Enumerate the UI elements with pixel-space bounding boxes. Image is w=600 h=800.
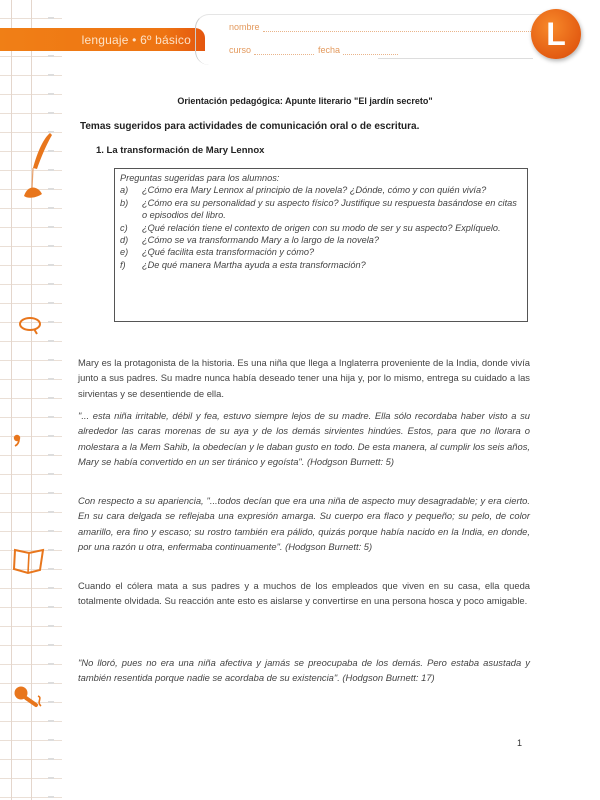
question-letter: f): [120, 259, 126, 270]
subject-band: [0, 28, 205, 51]
badge-letter: L: [546, 15, 566, 52]
speech-bubble-icon: [17, 315, 43, 335]
question-text: ¿Cómo era Mary Lennox al principio de la novela? ¿Dónde, cómo y con quién vivía?: [142, 185, 487, 196]
name-field[interactable]: [229, 22, 553, 32]
form-divider: [378, 58, 533, 59]
question-item: [120, 222, 522, 234]
question-text: ¿Cómo se va transformando Mary a lo largo de la novela?: [142, 235, 379, 246]
date-line[interactable]: [343, 46, 398, 55]
question-text: ¿Cómo era su personalidad y su aspecto físico? Justifique su respuesta basándose en citas o episodios del libro.: [142, 197, 517, 221]
paragraph-cholera: Cuando el cólera mata a sus padres y a muchos de los empleados que viven en su casa, ella queda totalmente olvidada. Su reacción ante esto es aislarse y convertirse en una persona hosca y poco amigable.: [78, 580, 530, 607]
questions-intro: Preguntas sugeridas para los alumnos:: [120, 173, 280, 183]
open-book-icon: [12, 545, 46, 575]
question-text: ¿Qué facilita esta transformación y cómo?: [142, 247, 315, 258]
name-label: nombre: [229, 22, 260, 32]
date-label: fecha: [318, 45, 341, 55]
course-field[interactable]: [229, 45, 314, 55]
question-item: [120, 246, 522, 258]
question-letter: d): [120, 235, 129, 246]
question-item: [120, 184, 522, 196]
question-letter: a): [120, 185, 129, 196]
quote-abandonment: "No lloró, pues no era una niña afectiva y jamás se preocupaba de los demás. Pero estaba asustada y también resentida porque nadie se acordaba de su existencia". (Hodgson Burnett: 17): [78, 657, 530, 684]
question-letter: c): [120, 222, 128, 233]
grid-dots: [48, 0, 54, 800]
course-line[interactable]: [254, 46, 314, 55]
section-heading: Temas sugeridos para actividades de comunicación oral o de escritura.: [80, 121, 420, 132]
paragraph-intro: Mary es la protagonista de la historia. Es una niña que llega a Inglaterra proveniente de la India, donde vivía junto a sus padres. Su madre nunca había deseado tener una hija y, por lo mismo, entrega su cuidado a las sirvientas y se desentiende de ella.: [78, 357, 530, 399]
questions-box: [114, 168, 528, 322]
question-item: [120, 234, 522, 246]
quote-personality: "... esta niña irritable, débil y fea, estuvo siempre lejos de su madre. Ella sólo recordaba haber visto a su alrededor las caras morenas de su aya y de los demás sirvientes hindúes. Estos, para que no llorara o molestara a la Mem Sahib, la obedecían y le daban gusto en todo. De esta manera, al cumplir los seis años, Mary se había convertido en un ser tiránico y egoísta". (Hodgson Burnett: 5): [78, 410, 530, 467]
magnifier-icon: [12, 684, 46, 712]
subject-label: lenguaje • 6º básico: [81, 32, 191, 47]
pen-nib-icon: [18, 128, 54, 206]
comma-icon: [12, 434, 24, 448]
date-field[interactable]: [318, 45, 398, 55]
name-line[interactable]: [263, 23, 553, 32]
page-number: 1: [517, 738, 523, 748]
question-letter: e): [120, 247, 129, 258]
course-label: curso: [229, 45, 252, 55]
quote-appearance: Con respecto a su apariencia, "...todos decían que era una niña de aspecto muy desagradable; y era cierto. En su cara delgada se reflejaba una expresión amarga. Su cuerpo era flaco y pequeño; su pelo, de color amarillo, era fino y escaso; su rostro también era pálido, quizás porque había nacido en la India, en donde, por una razón u otra, enfermaba continuamente". (Hodgson Burnett: 5): [78, 495, 530, 552]
document-title: Orientación pedagógica: Apunte literario "El jardín secreto": [177, 96, 433, 106]
question-text: ¿De qué manera Martha ayuda a esta transformación?: [142, 259, 366, 270]
question-letter: b): [120, 197, 129, 208]
subheading: 1. La transformación de Mary Lennox: [96, 145, 265, 156]
question-text: ¿Qué relación tiene el contexto de origen con su modo de ser y su aspecto? Explíquelo.: [142, 222, 501, 233]
subject-badge: [531, 9, 581, 59]
question-item: [120, 197, 522, 222]
question-item: [120, 259, 522, 271]
